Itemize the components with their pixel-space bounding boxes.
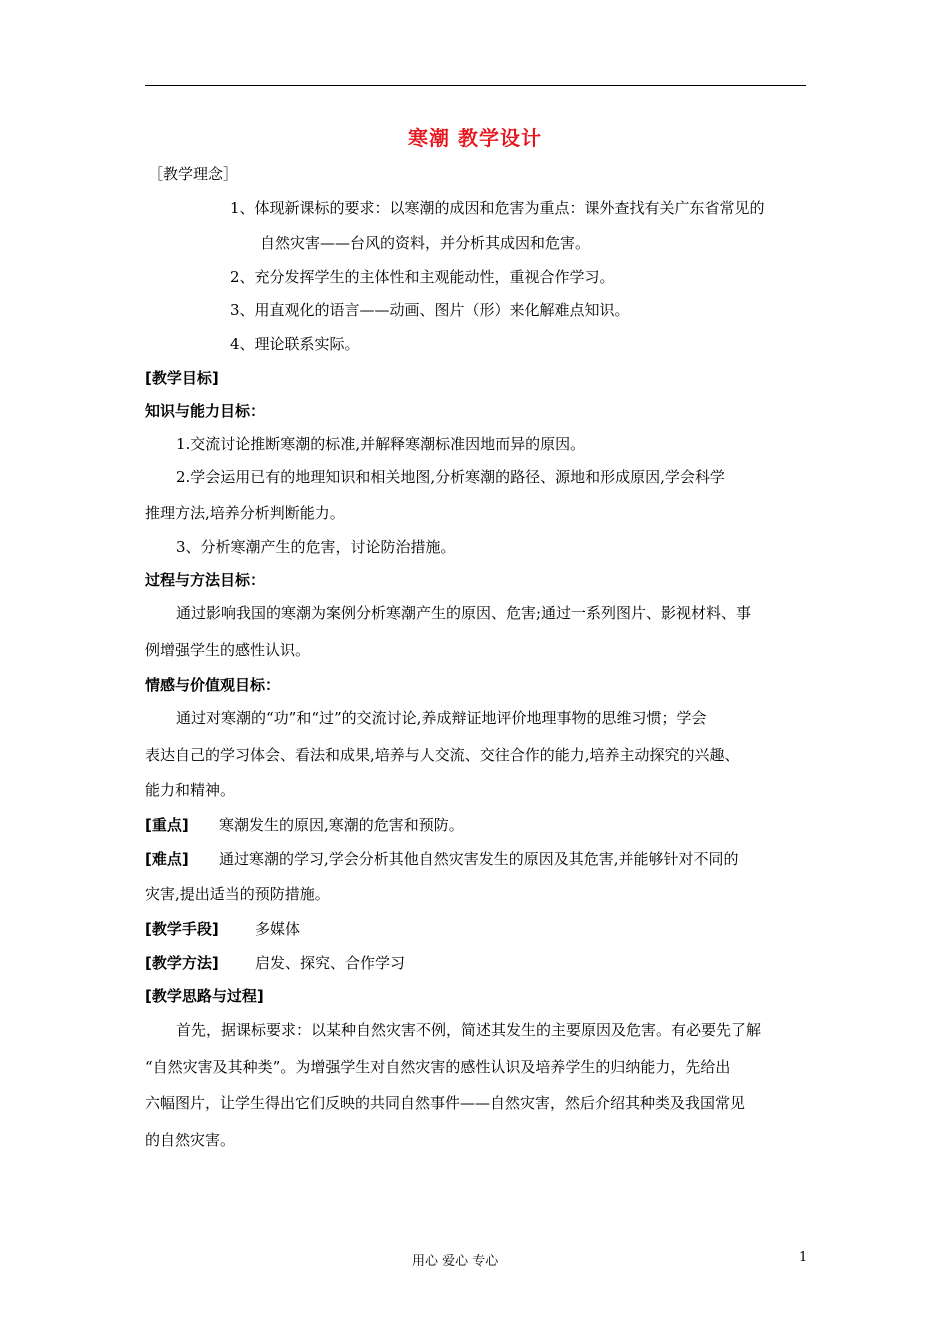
knowledge-line-1: 1.交流讨论推断寒潮的标准,并解释寒潮标准因地而异的原因。 bbox=[176, 435, 586, 453]
concept-item-2: 2、充分发挥学生的主体性和主观能动性，重视合作学习。 bbox=[230, 268, 615, 286]
flow-heading: [教学思路与过程] bbox=[145, 987, 264, 1005]
concept-item-3: 3、用直观化的语言——动画、图片（形）来化解难点知识。 bbox=[230, 301, 630, 319]
means-label: [教学手段] bbox=[145, 920, 219, 938]
footer-motto: 用心 爱心 专心 bbox=[412, 1254, 499, 1269]
document-title: 寒潮 教学设计 bbox=[408, 126, 542, 150]
knowledge-heading: 知识与能力目标： bbox=[145, 402, 266, 420]
key-label: [重点] bbox=[145, 816, 189, 834]
difficulty-cont: 灾害,提出适当的预防措施。 bbox=[145, 885, 330, 903]
emotion-heading: 情感与价值观目标： bbox=[145, 676, 281, 694]
emotion-line-2: 表达自己的学习体会、看法和成果,培养与人交流、交往合作的能力,培养主动探究的兴趣、 bbox=[145, 746, 740, 764]
emotion-line-3: 能力和精神。 bbox=[145, 781, 236, 799]
process-line-1: 通过影响我国的寒潮为案例分析寒潮产生的原因、危害;通过一系列图片、影视材料、事 bbox=[176, 604, 752, 622]
means-text: 多媒体 bbox=[255, 920, 301, 938]
difficulty-label: [难点] bbox=[145, 850, 189, 868]
knowledge-line-2-cont: 推理方法,培养分析判断能力。 bbox=[145, 504, 345, 522]
concept-item-4: 4、理论联系实际。 bbox=[230, 335, 360, 353]
process-heading: 过程与方法目标： bbox=[145, 571, 266, 589]
flow-line-1: 首先，据课标要求：以某种自然灾害不例，简述其发生的主要原因及危害。有必要先了解 bbox=[176, 1021, 762, 1039]
flow-line-3: 六幅图片，让学生得出它们反映的共同自然事件——自然灾害，然后介绍其种类及我国常见 bbox=[145, 1094, 746, 1112]
process-line-2: 例增强学生的感性认识。 bbox=[145, 641, 311, 659]
concept-heading: ［教学理念］ bbox=[148, 165, 239, 183]
page-number: 1 bbox=[799, 1250, 808, 1265]
method-label: [教学方法] bbox=[145, 954, 219, 972]
method-text: 启发、探究、合作学习 bbox=[255, 954, 406, 972]
difficulty-text: 通过寒潮的学习,学会分析其他自然灾害发生的原因及其危害,并能够针对不同的 bbox=[219, 850, 739, 868]
flow-line-2: “自然灾害及其种类”。为增强学生对自然灾害的感性认识及培养学生的归纳能力，先给出 bbox=[145, 1058, 731, 1076]
key-text: 寒潮发生的原因,寒潮的危害和预防。 bbox=[219, 816, 464, 834]
emotion-line-1: 通过对寒潮的“功”和“过”的交流讨论,养成辩证地评价地理事物的思维习惯；学会 bbox=[176, 709, 707, 727]
knowledge-line-2: 2.学会运用已有的地理知识和相关地图,分析寒潮的路径、源地和形成原因,学会科学 bbox=[176, 468, 725, 486]
flow-line-4: 的自然灾害。 bbox=[145, 1131, 236, 1149]
concept-item-1-cont: 自然灾害——台风的资料，并分析其成因和危害。 bbox=[260, 234, 591, 252]
goals-heading: [教学目标] bbox=[145, 369, 219, 387]
concept-item-1: 1、体现新课标的要求：以寒潮的成因和危害为重点：课外查找有关广东省常见的 bbox=[230, 199, 765, 217]
header-rule bbox=[145, 85, 806, 86]
knowledge-line-3: 3、分析寒潮产生的危害，讨论防治措施。 bbox=[176, 538, 456, 556]
